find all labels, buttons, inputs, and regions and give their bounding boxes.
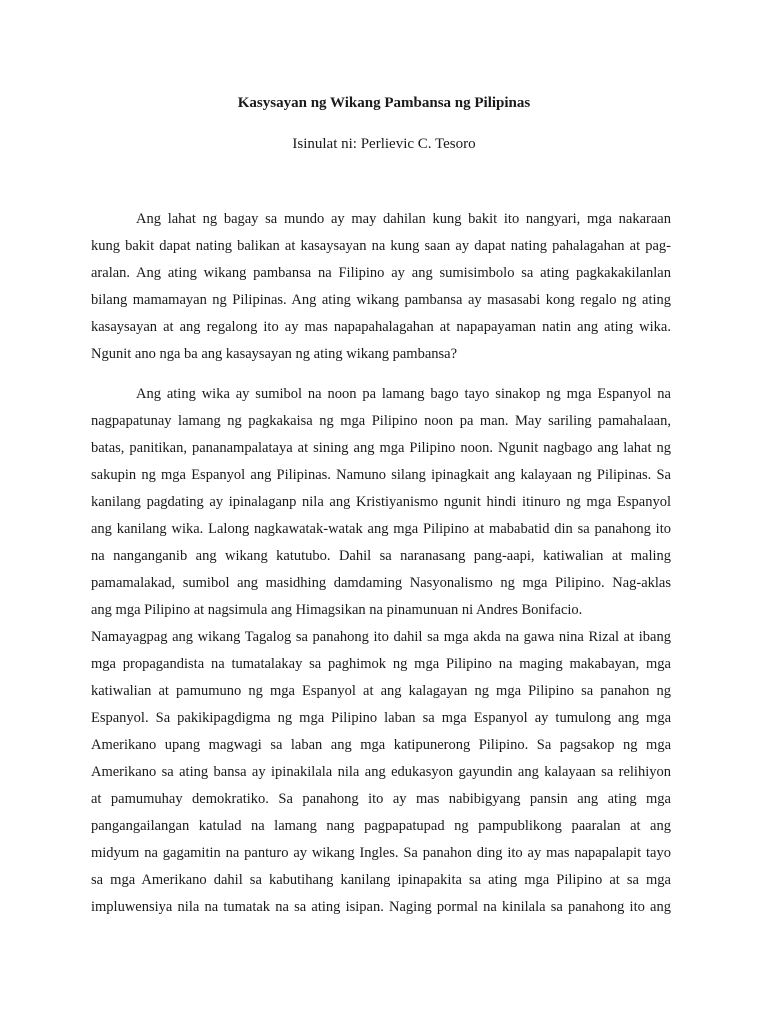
- paragraph-2-line: sakupin ng mga Espanyol ang Pilipinas. Namuno silang ipinagkait ang kalayaan ng Pilipinas. Sa: [91, 467, 671, 483]
- paragraph-2-line: batas, panitikan, pananampalataya at sining ang mga Pilipino noon. Ngunit nagbago ang lahat ng: [91, 440, 671, 456]
- paragraph-2-line: Amerikano sa ating bansa ay ipinakilala nila ang edukasyon gayundin ang kalayaan sa relihiyon: [91, 764, 671, 780]
- paragraph-2-line: midyum na gagamitin na panturo ay wikang Ingles. Sa panahon ding ito ay mas napapalapit tayo: [91, 845, 671, 861]
- paragraph-2-line: katiwalian at pamumuno ng mga Espanyol at ang kalagayan ng mga Pilipino sa panahon ng: [91, 683, 671, 699]
- paragraph-2-line: ang kanilang wika. Lalong nagkawatak-watak ang mga Pilipino at mababatid din sa panahong ito: [91, 521, 671, 537]
- paragraph-2-line: sa mga Amerikano dahil sa kabutihang kanilang ipinapakita sa ating mga Pilipino at sa mga: [91, 872, 671, 888]
- paragraph-1-line: kasaysayan at ang regalong ito ay mas napapahalagahan at napapayaman natin ang ating wika.: [91, 319, 671, 335]
- paragraph-2-line: mga propagandista na tumatalakay sa paghimok ng mga Pilipino na maging makabayan, mga: [91, 656, 671, 672]
- paragraph-2-line: Espanyol. Sa pakikipagdigma ng mga Pilipino laban sa mga Espanyol ay tumulong ang mga: [91, 710, 671, 726]
- paragraph-2-line: Amerikano upang magwagi sa laban ang mga katipunerong Pilipino. Sa pagsakop ng mga: [91, 737, 671, 753]
- paragraph-2-line: ang mga Pilipino at nagsimula ang Himagsikan na pinamunuan ni Andres Bonifacio.: [91, 602, 583, 618]
- document-author: Isinulat ni: Perlievic C. Tesoro: [292, 136, 476, 152]
- paragraph-2-line: Namayagpag ang wikang Tagalog sa panahong ito dahil sa mga akda na gawa nina Rizal at ibang: [91, 629, 671, 645]
- paragraph-2-line: na nanganganib ang wikang katutubo. Dahil sa naranasang pang-aapi, katiwalian at maling: [91, 548, 671, 564]
- paragraph-2-line: pamamalakad, sumibol ang masidhing damdaming Nasyonalismo ng mga Pilipino. Nag-aklas: [91, 575, 671, 591]
- paragraph-1-line: Ang lahat ng bagay sa mundo ay may dahilan kung bakit ito nangyari, mga nakaraan: [136, 211, 671, 227]
- paragraph-2-line: kanilang pagdating ay ipinalaganp nila ang Kristiyanismo ngunit hindi itinuro ng mga Espanyol: [91, 494, 671, 510]
- paragraph-1-line: Ngunit ano nga ba ang kasaysayan ng ating wikang pambansa?: [91, 346, 458, 362]
- paragraph-1-line: bilang mamamayan ng Pilipinas. Ang ating wikang pambansa ay masasabi kong regalo ng ating: [91, 292, 671, 308]
- paragraph-2-line: Ang ating wika ay sumibol na noon pa lamang bago tayo sinakop ng mga Espanyol na: [136, 386, 671, 402]
- paragraph-2-line: impluwensiya nila na tumatak na sa ating isipan. Naging pormal na kinilala sa panahong ito ang: [91, 899, 671, 915]
- paragraph-1-line: kung bakit dapat nating balikan at kasaysayan na kung saan ay dapat nating pahalagahan at pag-: [91, 238, 671, 254]
- paragraph-2-line: pangangailangan katulad na lamang nang pagpapatupad ng pampublikong paaralan at ang: [91, 818, 671, 834]
- document-title: Kasysayan ng Wikang Pambansa ng Pilipinas: [237, 95, 531, 111]
- paragraph-1-line: aralan. Ang ating wikang pambansa na Filipino ay ang sumisimbolo sa ating pagkakakilanlan: [91, 265, 671, 281]
- paragraph-2-line: at pamumuhay demokratiko. Sa panahong ito ay mas nabibigyang pansin ang ating mga: [91, 791, 671, 807]
- paragraph-2-line: nagpapatunay lamang ng pagkakaisa ng mga Pilipino noon pa man. May sariling pamahalaan,: [91, 413, 671, 429]
